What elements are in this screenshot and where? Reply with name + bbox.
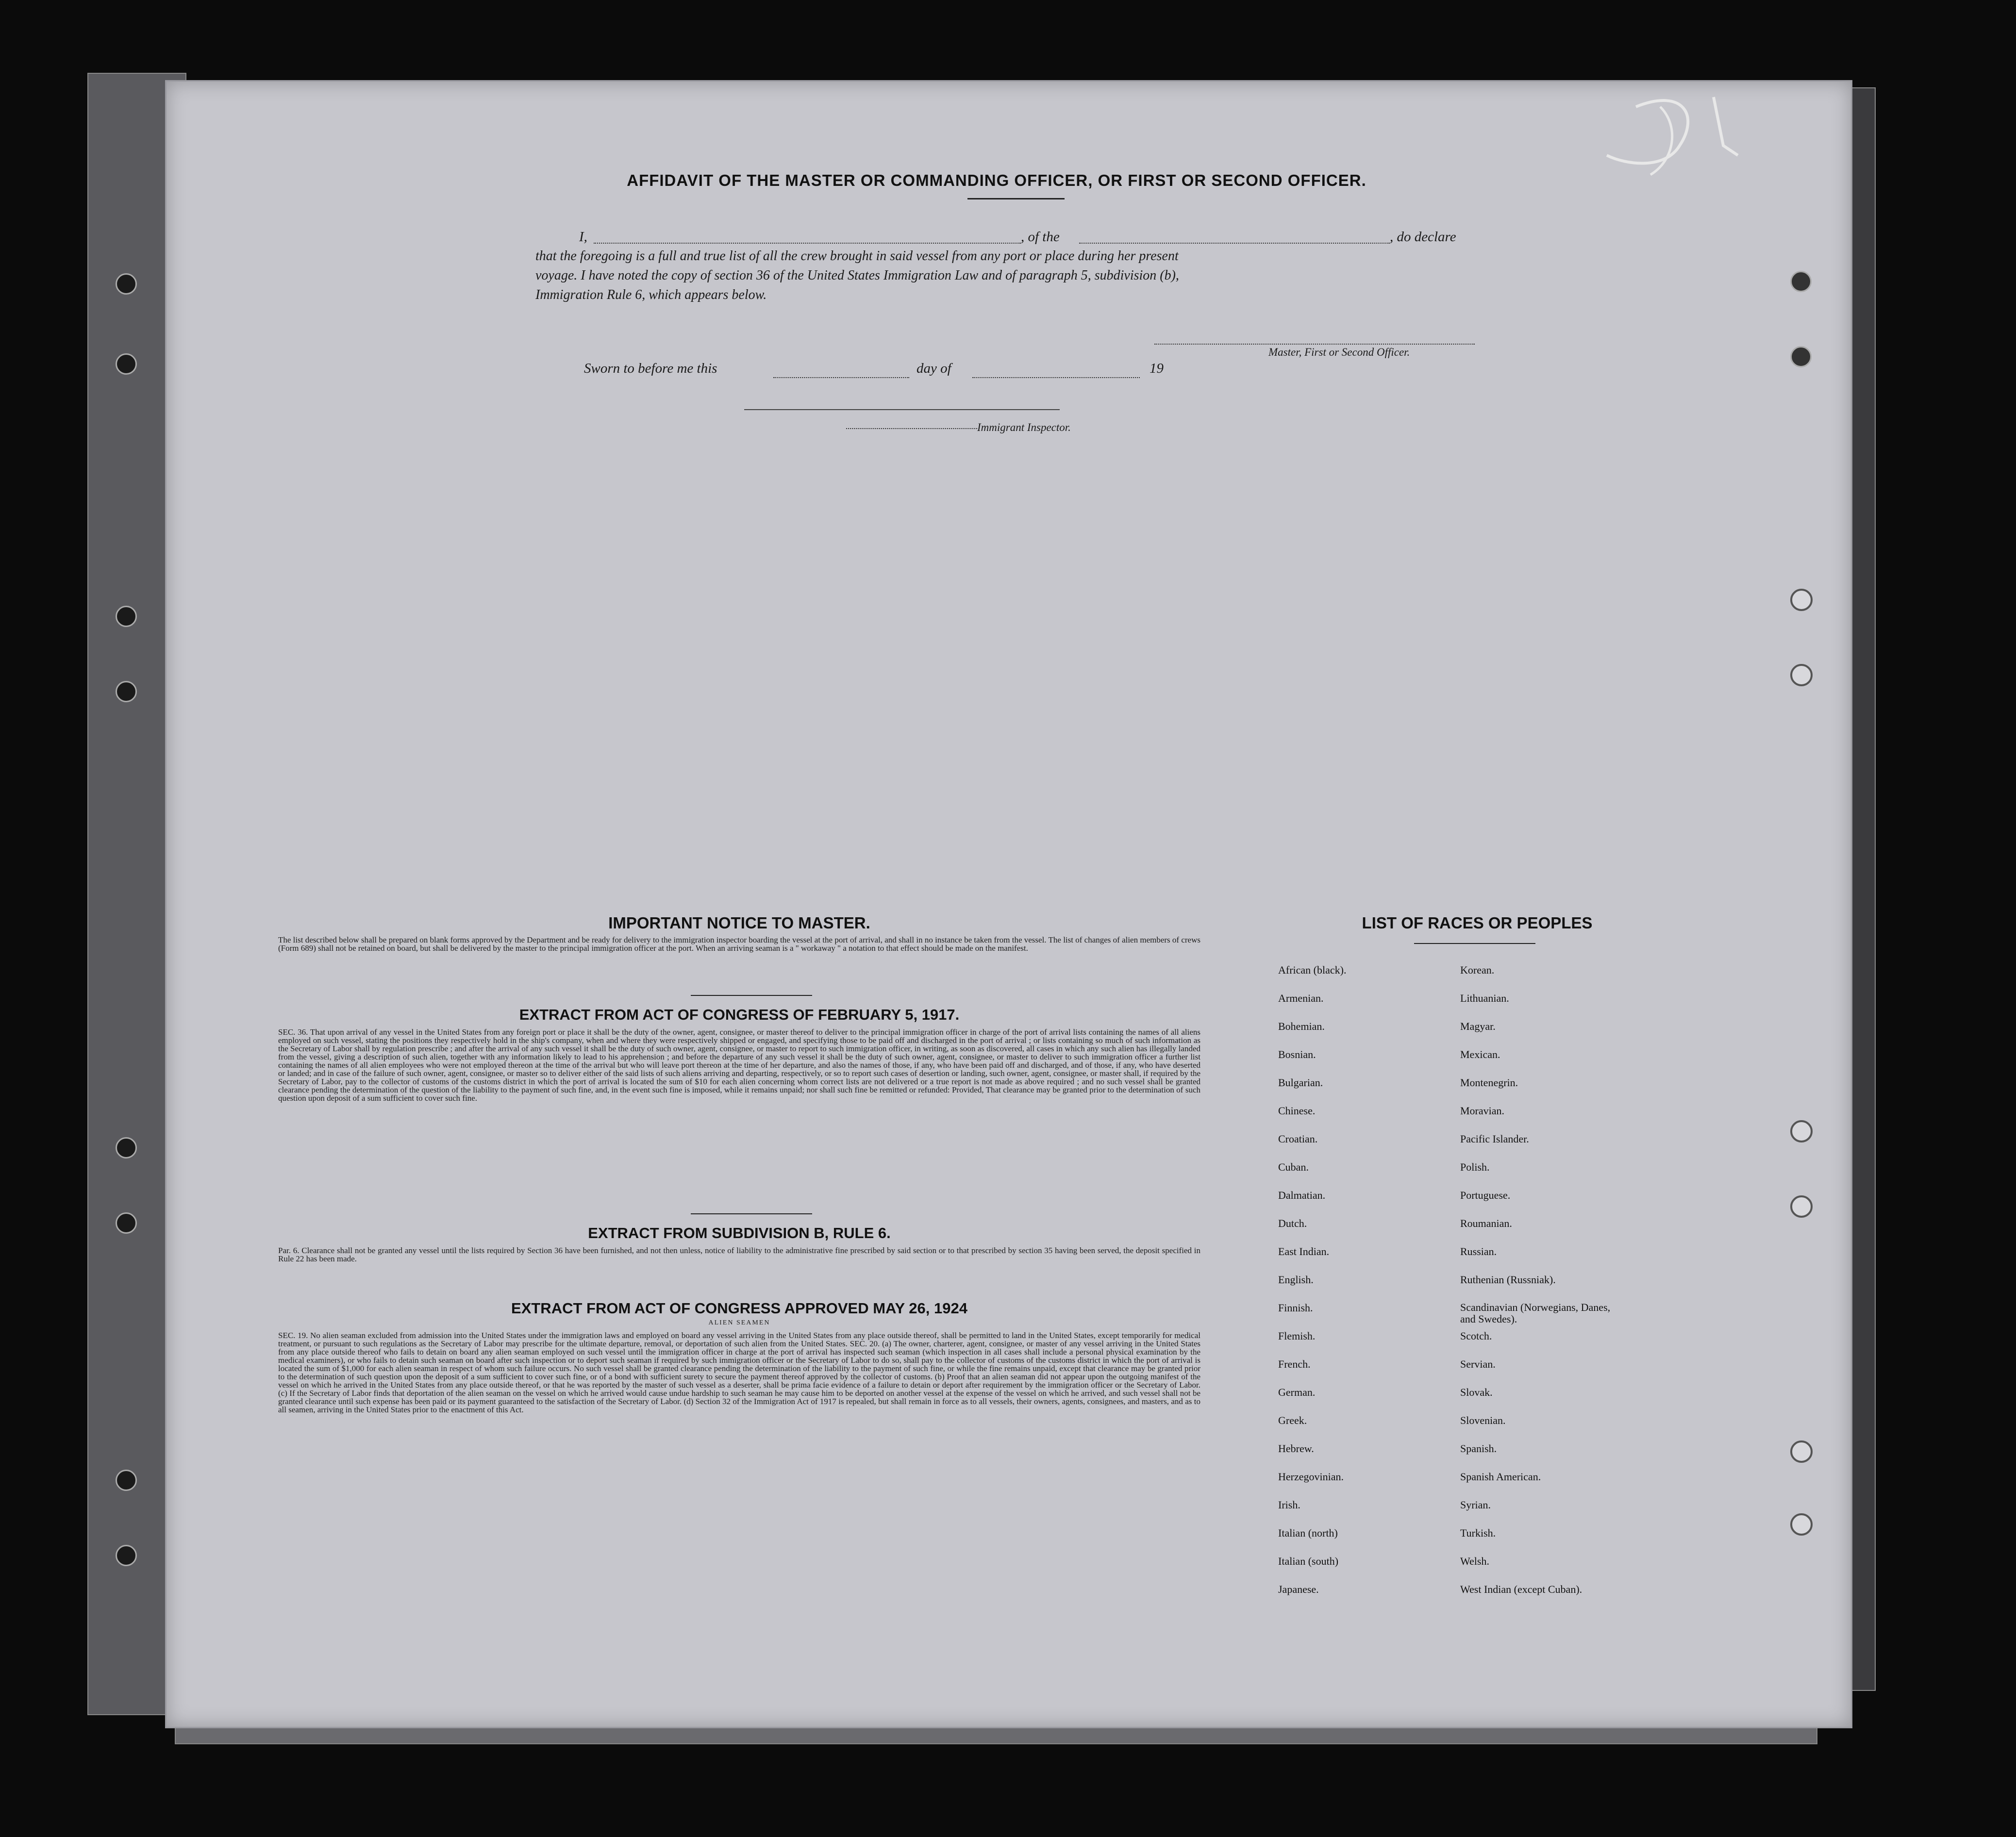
race-item: German. <box>1278 1386 1316 1398</box>
race-item: Irish. <box>1278 1499 1300 1511</box>
race-item: Servian. <box>1460 1358 1496 1370</box>
race-item: Italian (south) <box>1278 1555 1339 1567</box>
extract-rule6-text: Par. 6. Clearance shall not be granted any vessel until the lists required by Section 36 have been furnished, and not then unless, notice of liability to the administrative fine prescribed by said section or to that prescribed by section 35 having been served, the deposit specified in Rule 22 has been made. <box>278 1246 1200 1263</box>
binder-hole <box>116 606 137 627</box>
extract-1917-title: EXTRACT FROM ACT OF CONGRESS OF FEBRUARY 5, 1917. <box>519 1006 960 1023</box>
affidavit-line3: voyage. I have noted the copy of section 36 of the United States Immigration Law and of paragraph 5, subdivision (b), <box>535 268 1179 283</box>
race-item: Spanish. <box>1460 1442 1497 1455</box>
binder-hole <box>1790 1195 1813 1218</box>
affidavit-title: AFFIDAVIT OF THE MASTER OR COMMANDING OFFICER, OR FIRST OR SECOND OFFICER. <box>627 171 1366 189</box>
binder-hole <box>1790 589 1813 611</box>
master-signature-line[interactable] <box>1154 339 1475 345</box>
document-page <box>165 80 1852 1728</box>
pen-stroke <box>1650 107 1672 175</box>
race-item: Greek. <box>1278 1414 1307 1426</box>
race-item: Dutch. <box>1278 1217 1307 1229</box>
race-item: Ruthenian (Russniak). <box>1460 1274 1556 1286</box>
affidavit-line4: Immigration Rule 6, which appears below. <box>535 287 767 302</box>
race-item: West Indian (except Cuban). <box>1460 1583 1583 1595</box>
race-item: Hebrew. <box>1278 1442 1314 1455</box>
affidavit-i: I, <box>579 229 587 245</box>
race-item: Scotch. <box>1460 1330 1492 1342</box>
race-item: Flemish. <box>1278 1330 1316 1342</box>
race-item: Dalmatian. <box>1278 1189 1326 1201</box>
affidavit-line2: that the foregoing is a full and true list of all the crew brought in said vessel from any port or place during her present <box>535 248 1179 264</box>
pen-stroke <box>1607 100 1688 163</box>
race-item: Turkish. <box>1460 1527 1496 1539</box>
race-item: Moravian. <box>1460 1105 1505 1117</box>
races-title: LIST OF RACES OR PEOPLES <box>1362 914 1593 932</box>
extract-1924-subtitle: ALIEN SEAMEN <box>708 1319 770 1326</box>
inspector-rule <box>744 409 1060 410</box>
affidavit-declare: , do declare <box>1390 229 1456 245</box>
race-item: African (black). <box>1278 964 1347 976</box>
race-item: Bohemian. <box>1278 1020 1325 1032</box>
handwritten-marks <box>1578 87 1772 214</box>
sworn-text: Sworn to before me this <box>584 361 717 376</box>
binder-hole <box>116 681 137 702</box>
race-item: Slovak. <box>1460 1386 1493 1398</box>
race-item: Italian (north) <box>1278 1527 1338 1539</box>
inspector-signature-line[interactable] <box>846 421 977 429</box>
binder-hole <box>116 1137 137 1158</box>
race-item: Bulgarian. <box>1278 1076 1323 1089</box>
race-item: Pacific Islander. <box>1460 1133 1529 1145</box>
binder-hole <box>1790 271 1812 292</box>
race-item: Korean. <box>1460 964 1495 976</box>
sworn-month-field[interactable] <box>972 365 1140 378</box>
binder-hole <box>116 1212 137 1234</box>
race-item: East Indian. <box>1278 1245 1330 1258</box>
race-item: Lithuanian. <box>1460 992 1509 1004</box>
binder-hole <box>116 1470 137 1491</box>
race-item: Bosnian. <box>1278 1048 1316 1060</box>
binder-hole <box>1790 1120 1813 1142</box>
notice-title: IMPORTANT NOTICE TO MASTER. <box>608 914 870 932</box>
race-item: Finnish. <box>1278 1302 1313 1314</box>
sworn-line <box>584 361 1264 380</box>
affidavit-body <box>535 227 1487 305</box>
race-item: Scandinavian (Norwegians, Danes, and Swedes). <box>1460 1301 1611 1325</box>
affidavit-of-the: , of the <box>1021 229 1060 245</box>
binder-hole <box>1790 1513 1813 1536</box>
race-item: Portuguese. <box>1460 1189 1511 1201</box>
extract-1917-text: SEC. 36. That upon arrival of any vessel in the United States from any foreign port or place it shall be the duty of the owner, agent, consignee, or master thereof to deliver to the principal immigration officer in charge of the port of arrival lists containing the names of all aliens employed on such vessel, stating the positions they respectively hold in the ship's company, when and where they were respectively shipped or engaged, and specifying those to be paid off and discharged in the port of arrival ; or lists containing so much of such information as the Secretary of Labor shall by regulation prescribe ; and after the arrival of any such vessel it shall be the duty of such owner, agent, consignee, or master to report to such immigration officer, in writing, as soon as discovered, all cases in which any such alien has illegally landed from the vessel, giving a description of such alien, together with any information likely to lead to his apprehension ; and before the departure of any such vessel it shall be the duty of such owner, agent, consignee, or master to deliver to such immigration officer a further list containing the names of all alien employees who were not employed thereon at the time of the arrival but who will leave port thereon at the time of her departure, and also the names of those, if any, who have been paid off and discharged, and of those, if any, who have deserted or landed; and in case of the failure of such owner, agent, consignee, or master so to deliver either of the said lists of such aliens arriving and departing, respectively, or so to report such cases of desertion or landing, such owner, agent, consignee, or master shall, if required by the Secretary of Labor, pay to the collector of customs of the customs district in which the port of arrival is located the sum of $10 for each alien concerning whom correct lists are not delivered or a true report is not made as above required ; and no such vessel shall be granted clearance pending the determination of the question of the liability to the payment of such fine, and, in the event such fine is imposed, while it remains unpaid; nor shall such fine be remitted or refunded: Provided, That clearance may be granted prior to the determination of such question upon deposit of a sum sufficient to cover such fine. <box>278 1027 1200 1103</box>
race-item: Chinese. <box>1278 1105 1316 1117</box>
race-item: Japanese. <box>1278 1583 1319 1595</box>
sworn-day-field[interactable] <box>773 365 909 378</box>
race-item: Syrian. <box>1460 1499 1491 1511</box>
binder-hole <box>116 273 137 295</box>
name-field[interactable] <box>594 231 1021 244</box>
race-item: Polish. <box>1460 1161 1490 1173</box>
extract-rule6-title: EXTRACT FROM SUBDIVISION B, RULE 6. <box>588 1225 891 1241</box>
race-item: Mexican. <box>1460 1048 1500 1060</box>
extract-1924-text: SEC. 19. No alien seaman excluded from admission into the United States under the immigration laws and employed on board any vessel arriving in the United States from any place outside thereof, shall be permitted to land in the United States, except temporarily for medical treatment, or pursuant to such regulations as the Secretary of Labor may prescribe for the ultimate departure, removal, or deportation of such alien from the United States. SEC. 20. (a) The owner, charterer, agent, consignee, or master of any vessel arriving in the United States from any place outside thereof who fails to detain on board any alien seaman employed on such vessel until the immigration officer in charge at the port of arrival has inspected such seaman (which inspection in all cases shall include a personal physical examination by the medical examiners), or who fails to detain such seaman on board after such inspection or to deport such seaman if required by such immigration officer or the Secretary of Labor to do so, shall pay to the collector of customs of the customs district in which the port of arrival is located the sum of $1,000 for each alien seaman in respect of whom such failure occurs. No such vessel shall be granted clearance pending the determination of the liability to the payment of such fine, or while the fine remains unpaid, except that clearance may be granted prior to the determination of such question upon the deposit of a sum sufficient to cover such fine, or of a bond with sufficient surety to secure the payment thereof approved by the collector of customs. (b) Proof that an alien seaman did not appear upon the outgoing manifest of the vessel on which he arrived in the United States from any place outside thereof, or that he was reported by the master of such vessel as a deserter, shall be prima facie evidence of a failure to detain or deport after requirement by the immigration officer or the Secretary of Labor. (c) If the Secretary of Labor finds that deportation of the alien seaman on the vessel on which he arrived would cause undue hardship to such seaman he may cause him to be deported on another vessel at the expense of the vessel on which he arrived, and such vessel shall not be granted clearance until such expense has been paid or its payment guaranteed to the satisfaction of the Secretary of Labor. (d) Section 32 of the Immigration Act of 1917 is repealed, but shall remain in force as to all vessels, their owners, agents, consignees, and masters, and as to all seamen, arriving in the United States prior to the enactment of this Act. <box>278 1331 1200 1414</box>
divider <box>967 198 1065 199</box>
year-prefix: 19 <box>1150 361 1164 376</box>
race-item: Spanish American. <box>1460 1471 1541 1483</box>
pen-stroke <box>1714 97 1738 155</box>
race-item: Russian. <box>1460 1245 1497 1258</box>
inspector-caption: Immigrant Inspector. <box>977 421 1071 433</box>
race-item: English. <box>1278 1274 1314 1286</box>
day-of-text: day of <box>916 361 951 376</box>
divider <box>691 995 812 996</box>
master-signature-caption: Master, First or Second Officer. <box>1268 346 1410 358</box>
binder-hole <box>116 1545 137 1566</box>
binder-hole <box>1790 346 1812 367</box>
divider <box>1414 943 1535 944</box>
race-item: Roumanian. <box>1460 1217 1512 1229</box>
extract-1924-title: EXTRACT FROM ACT OF CONGRESS APPROVED MAY 26, 1924 <box>511 1300 967 1317</box>
race-item: Armenian. <box>1278 992 1324 1004</box>
binder-hole <box>1790 664 1813 686</box>
binder-hole <box>116 353 137 375</box>
race-item: Magyar. <box>1460 1020 1496 1032</box>
divider <box>691 1213 812 1214</box>
notice-text: The list described below shall be prepared on blank forms approved by the Department and be ready for delivery to the immigration inspector boarding the vessel at the port of arrival, and shall in no instance be taken from the vessel. The list of changes of alien members of crews (Form 689) shall not be retained on board, but shall be delivered by the master to the principal immigration officer at the port. When an arriving seaman is a " workaway " a notation to that effect should be made on the manifest. <box>278 935 1200 953</box>
race-item: Croatian. <box>1278 1133 1318 1145</box>
race-item: Cuban. <box>1278 1161 1309 1173</box>
race-item: Slovenian. <box>1460 1414 1506 1426</box>
race-item: Montenegrin. <box>1460 1076 1518 1089</box>
vessel-field[interactable] <box>1079 231 1390 244</box>
race-item: Welsh. <box>1460 1555 1489 1567</box>
binder-hole <box>1790 1440 1813 1463</box>
race-item: Herzegovinian. <box>1278 1471 1344 1483</box>
race-item: French. <box>1278 1358 1311 1370</box>
